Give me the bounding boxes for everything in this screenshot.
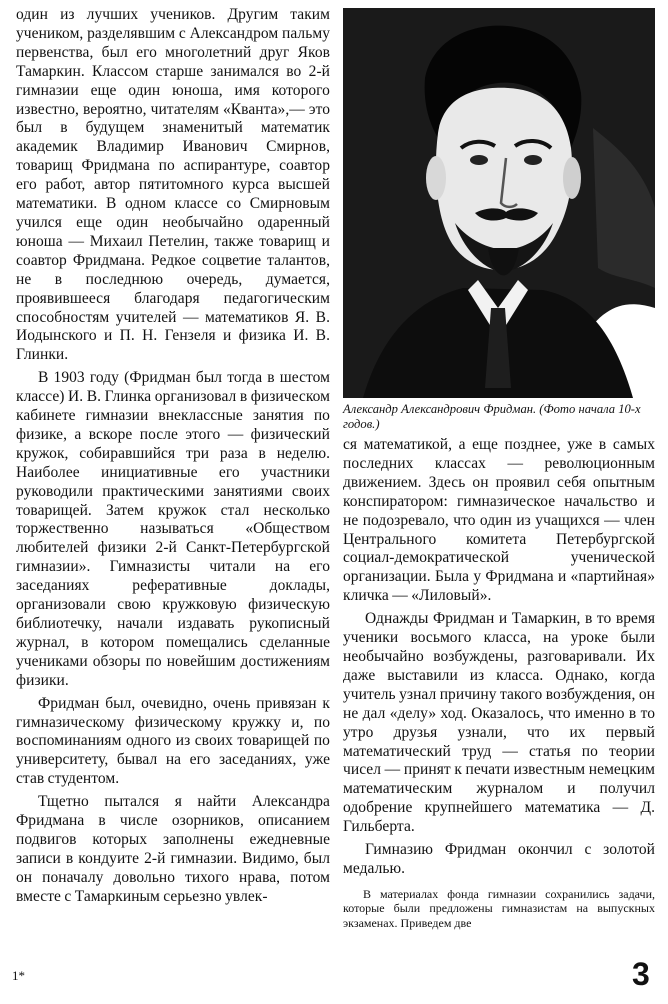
paragraph: один из лучших учеников. Другим таким учеником, разделявшим с Александром пальму первенства, был его многолетний друг Яков Тамаркин. Классом старше занимался во 2-й гимназии еще один юноша, имя которого известно, вероятно, читателям «Кванта»,— это был в будущем знаменитый математик академик Владимир Иванович Смирнов, товарищ Фридмана по аспирантуре, соавтор его работ, автор пятитомного курса высшей математики. В одном классе со Смирновым учился еще один необычайно одаренный юноша — Михаил Петелин, также товарищ и соавтор Фридмана. Редкое соцветие талантов, не в последнюю очередь, думается, проявившееся благодаря педагогическим способностям учителей — математиков Я. В. Иодынского и П. Н. Гензеля и физика И. В. Глинки. (16, 6, 330, 364)
paragraph: В 1903 году (Фридман был тогда в шестом классе) И. В. Глинка организовал в физическом кабинете гимназии внеклассные занятия по физике, а вскоре после этого — физический кружок, собиравшийся три раза в неделю. Наиболее инициативные его участники руководили практическими занятиями своих товарищей. Затем кружок стал несколько торжественно называться «Обществом любителей физики 2-й Санкт-Петербургской гимназии». Гимназисты читали на его заседаниях реферативные доклады, организовали свою кружковую физическую библиотечку, начали издавать рукописный журнал, в котором помещались сделанные учениками обзоры по новейшим достижениям физики. (16, 369, 330, 689)
paragraph: Тщетно пытался я найти Александра Фридмана в числе озорников, описанием подвигов которых заполнены ежедневные записи в кондуите 2-й гимназии. Видимо, был он поначалу довольно тихого нрава, потом вместе с Тамаркиным серьезно увлек- (16, 793, 330, 905)
portrait-illustration (343, 8, 655, 398)
paragraph: ся математикой, а еще позднее, уже в самых последних классах — революционным движением. Здесь он проявил себя опытным конспиратором: гимназическое начальство и не подозревало, что один из учащихся — член Центрального комитета Петербургской социал-демократической ученической организации. Была у Фридмана и «партийная» кличка — «Лиловый». (343, 436, 655, 605)
footnote: В материалах фонда гимназии сохранились задачи, которые были предложены гимназистам на выпускных экзаменах. Приведем две (343, 886, 655, 930)
signature-mark: 1* (12, 968, 25, 983)
paragraph: Однажды Фридман и Тамаркин, в то время ученики восьмого класса, на уроке были необычайно возбуждены, разговаривали. Их даже выставили из класса. Однако, когда учитель узнал причину такого возбуждения, он не дал «делу» ход. Оказалось, что именно в то утро друзья узнали, что их первый математический труд — статья по теории чисел — принят к печати известным немецким математическим журналом и получил одобрение крупнейшего математика — Д. Гильберта. (343, 610, 655, 836)
right-column (343, 436, 655, 930)
paragraph: Гимназию Фридман окончил с золотой медалью. (343, 841, 655, 877)
photo-caption: Александр Александрович Фридман. (Фото начала 10-х годов.) (343, 402, 641, 431)
left-column (16, 6, 330, 907)
page-number: 3 (632, 956, 650, 992)
paragraph: Фридман был, очевидно, очень привязан к гимназическому физическому кружку и, по воспоминаниям одного из своих товарищей по университету, бывал на его заседаниях, уже став студентом. (16, 694, 330, 788)
portrait-photo (343, 8, 655, 398)
